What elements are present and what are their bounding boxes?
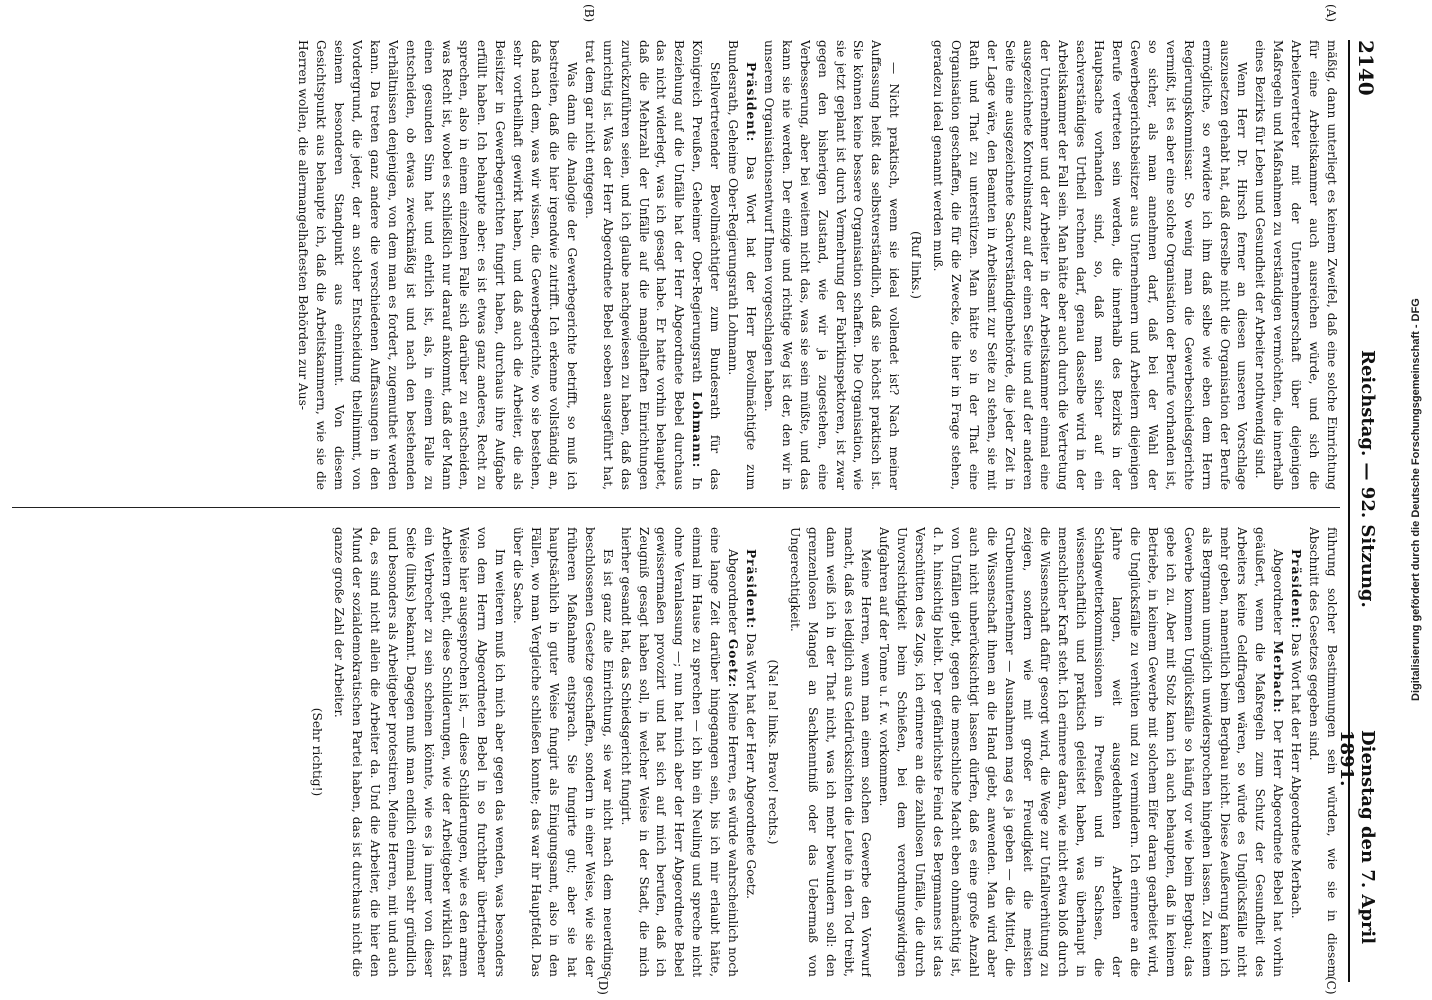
president-text: Das Wort hat der Herr Abgeordnete Merbach. [1289,633,1304,919]
right-column [12,527,1340,977]
speaker-goetz: Goetz: [726,638,741,689]
right-president-statement-2 [741,527,759,977]
header-rule [1348,40,1350,982]
lohmann-intro: Stellvertretender Bevollmächtigter zum Bundesrath für das Königreich Preußen, Geheimer Ober-Regierungsrath [690,40,723,490]
left-running-title: Reichstag. — 92. Sitzung. [1357,350,1378,608]
president-label: Präsident: [1289,549,1304,630]
left-paragraph-5: Was dann die Analogie der Gewerbegerichte betrifft, so muß ich bestreiten, daß die hier irgendwie zutrifft. Ich erkenne vollständig an, daß nach dem, was wir wissen, die Gewerbegerichte, wo sie bestehen, sehr vortheilhaft gewirkt haben, und daß auch die Arbeiter, die als Beisitzer in Gewerbegerichten fungirt haben, durchaus ihre Aufgabe erfüllt haben. Ich behaupte aber: es ist etwas ganz anderes, Recht zu sprechen, also in einem einzelnen Falle sich darüber zu entscheiden, was Recht ist, wobei es schließlich nur darauf ankommt, daß der Mann einen gesunden Sinn hat und ehrlich ist, als, in einem Falle zu entscheiden, ob etwas zweckmäßig ist und nach den bestehenden Verhältnissen denjenigen, von dem man es fordert, zugemuthet werden kann. Da treten ganz andere die verschiedenen Auffassungen in den Vordergrund, die jeder, der an solcher Entscheidung theilnimmt, von seinem besonderen Standpunkt aus einnimmt. Von diesem Gesichtspunkt aus behaupte ich, daß die Arbeitskammern, wie sie die Herren wollen, die allermangelhaftesten Behörden zur Aus- [296,40,579,490]
page-body [0,4,1432,995]
left-paragraph-4 [580,40,723,490]
lohmann-speech: In Beziehung auf die Unfälle hat der Herr Abgeordnete Bebel durchaus das nicht widerlegt, was ich gesagt habe. Er hatte vorhin behauptet, daß die Mehrzahl der Unfälle auf die mangelhaften Einrichtungen zurückzuführen seien, und ich glaube nachgewiesen zu haben, daß das unrichtig ist. Was der Herr Abgeordnete Bebel soeben ausgeführt hat, trat dem gar nicht entgegen. [582,40,705,490]
right-paragraph-2 [874,527,1286,977]
column-separator [12,507,1340,508]
right-running-title: Dienstag den 7. April 1891. [1336,730,1378,945]
margin-mark-b: (B) [582,4,596,23]
right-paragraph-3: Meine Herren, wenn man einem solchen Gewerbe den Vorwurf macht, daß es lediglich aus Geldrücksichten die Leute in den Tod treibt, dann weiß ich in der That nicht, was ich mehr bewundern soll: den grenzenlosen Mangel an Sachkenntniß oder das Uebermaß von Ungerechtigkeit. [787,527,874,977]
president-text: Das Wort hat der Herr Abgeordnete Goetz. [744,633,758,899]
left-column [12,40,1340,490]
merbach-speech: Der Herr Abgeordnete Bebel hat vorhin geäußert, wenn die Maßregeln zum Schutz der Gesundheit des Arbeiters keine Geldfragen wären, so würde es Unglücksfälle nicht mehr geben, namentlich beim Bergbau nicht. Diese Aeußerung kann ich als Bergmann unmöglich unwidersprochen hingehen lassen. Zu keinem Gewerbe kommen Unglücksfälle so häufig vor wie beim Bergbau; das gebe ich zu. Aber mit Stolz kann ich auch behaupten, daß in keinem Betriebe, in keinem Gewerbe mit solchem Eifer daran gearbeitet wird, die Unglücksfälle zu verhüten und zu vermindern. Ich erinnere an die Jahre langen, weit ausgedehnten Arbeiten der Schlagwetterkommissionen in Preußen und in Sachsen, die wissenschaftlich und praktisch geleistet haben, was überhaupt in menschlicher Kraft steht. Ich erinnere daran, wie nicht etwa bloß durch die Wissenschaft dafür gesorgt wird, die Wege zur Unfallverhütung zu zeigen, sondern wie mit großer Freudigkeit die meisten Grubenunternehmer — Ausnahmen mag es ja geben — die Mittel, die die Wissenschaft ihnen an die Hand giebt, anwenden. Man wird aber auch nicht unberücksichtigt lassen dürfen, daß es eine große Anzahl von Unfällen giebt, gegen die menschliche Macht eben ohnmächtig ist, d. h. hinsichtig bleibt. Der gefährlichste Feind des Bergmannes ist das Verschütten des Zugs, ich erinnere an die zahllosen Unfälle, die durch Unvorsichtigkeit beim Schießen, bei dem verordnungswidrigen Aufgahren auf der Tonne u. f. w. vorkommen. [877,527,1286,977]
merbach-prefix: Abgeordneter [1271,549,1286,635]
left-paragraph-1: mäßig, dann unterliegt es keinem Zweifel, daß eine solche Einrichtung für eine Arbeitskammer auch ausreichen würde, und sich die Arbeitervertreter mit der Unternehmerschaft über diejenigen Maßregeln und Maßnahmen zu verständigen vermöchten, die innerhalb eines Bezirks für Leben und Gesundheit der Arbeiter nothwendig sind. [1253,40,1339,490]
right-paragraph-5: Es ist ganz alte Einrichtung, sie war nicht nach dem neuerdings beschlossenen Gesetze geschaffen, sondern in einer Weise, wie sie der früheren Maßnahme entsprach. Sie fungirte gut; aber sie hat hauptsächlich in guter Weise fungirt als Einigungsamt, also in den Fällen, wo man Vergleiche schließen konnte; das war ihr Hauptfeld. Das über die Sache. [511,527,615,977]
digitization-credit: Digitalisierung gefördert durch die Deutsche Forschungsgemeinschaft - DFG [1410,298,1422,702]
left-interjection-1: (Ruf links.) [909,230,924,300]
running-header [1336,40,1380,982]
goetz-prefix: Abgeordneter [726,549,741,635]
left-paragraph-2: Wenn Herr Dr. Hirsch ferner an diesen unseren Vorschlage auszusetzen gehabt hat, daß derselbe nicht die Organisation der Berufe ermögliche, so erwidere ich ihm daß selbe wie eben dem Herrn Regierungskommissar. So wenig man die Gewerbeschiedsgerichte vermißt, ist es aber eine solche Organisation der Berufe vorhanden ist, so sicher, als man annehmen darf, daß bei der Wahl der Gewerbegerichtsbeisitzer aus Unternehmern und Arbeitern diejenigen Berufe vertreten sein werden, die innerhalb des Bezirks in der Hauptsache vorhanden sind, so, daß man sicher auf ein sachverständiges Urtheil rechnen darf, genau dasselbe wird in der Arbeitskammer der Fall sein. Man hätte aber auch durch die Vertretung der Unternehmer und der Arbeiter in der Arbeitskammer einmal eine ausgezeichnete Kontrolinstanz auf der einen Seite und auf der anderen Seite eine ausgezeichnete Sachverständigenbehörde, die jeder Zeit in der Lage wäre, den Beamten in Arbeitsamt zur Seite zu stehen, sie mit Rath und That zu unterstützen. Man hätte so in der That eine Organisation geschaffen, die für die Zwecke, die hier in Frage stehen, geradezu ideal genannt werden muß. [931,40,1250,490]
page-number: 2140 [1354,40,1378,96]
right-president-statement-1 [1286,527,1304,977]
president-text: Das Wort hat der Herr Bevollmächtigte zum Bundesrath, Geheime Ober-Regierungsrath Lohmann. [726,40,758,490]
president-label: Präsident: [744,62,758,143]
president-label: Präsident: [744,549,758,630]
margin-mark-c: (C) [1324,976,1338,995]
margin-mark-a: (A) [1324,4,1338,23]
right-interjection-2: (Sehr richtig!) [310,707,325,797]
goetz-speech: Meine Herren, es würde wahrscheinlich noch eine lange Zeit darüber hingegangen sein, bis ich mir erlaubt hätte, einmal im Hause zu sprechen — ich bin ein Neuling und spreche nicht ohne Veranlassung —; nun hat mich aber der Herr Abgeordnete Bebel gewissermaßen provozirt und hat sich auf mich berufen, daß ich Zeugniß gesagt haben soll, in welcher Weise in der Stadt, die mich hierher gesandt hat, das Schiedsgericht fungirt. [618,527,741,977]
speaker-lohmann: Lohmann: [690,391,705,469]
right-paragraph-1: führung solcher Bestimmungen sein würden, wie sie in diesem Abschnitt des Gesetzes gegeben sind. [1307,527,1339,977]
right-paragraph-6: Im weiteren muß ich mich aber gegen das wenden, was besonders von dem Herrn Abgeordneten Bebel in so furchtbar übertriebener Weise hier ausgesprochen ist, — diese Schilderungen, wie es den armen Arbeitern geht, diese Schilderungen, wie der Arbeitgeber wirklich fast ein Verbrecher zu sein scheinen könnte, wie es ja immer von dieser Seite (links) bekannt. Dagegen muß man endlich einmal sehr gründlich und besonders als Arbeitgeber protestiren. Meine Herren, mit und auch da, es sind nicht allein die Arbeiter da. Und die Arbeiter, die hier den Mund der sozialdemokratischen Partei haben, das ist durchaus nicht die ganze große Zahl der Arbeiter. [332,527,508,977]
right-paragraph-4 [616,527,741,977]
speaker-merbach: Merbach: [1271,640,1286,714]
right-interjection-1: (Na! na! links. Bravo! rechts.) [765,659,780,845]
left-president-statement [723,40,759,490]
left-paragraph-3: — Nicht praktisch, wenn sie ideal vollendet ist? Nach meiner Auffassung heißt das selbstverständlich, daß sie höchst praktisch ist. Sie können keine bessere Organisation schaffen. Die Organisation, wie sie jetzt geplant ist durch Vermehrung der Fabrikinspektoren, ist zwar gegen den bisherigen Zustand, wie wir ja zugestehen, eine Verbesserung, aber bei weitem nicht das, was sie sein müßte, und das kann sie nie werden. Der einzige und richtige Weg ist der, den wir in unserem Organisationsentwurf Ihnen vorgeschlagen haben. [761,40,902,490]
margin-mark-d: (D) [596,976,610,995]
